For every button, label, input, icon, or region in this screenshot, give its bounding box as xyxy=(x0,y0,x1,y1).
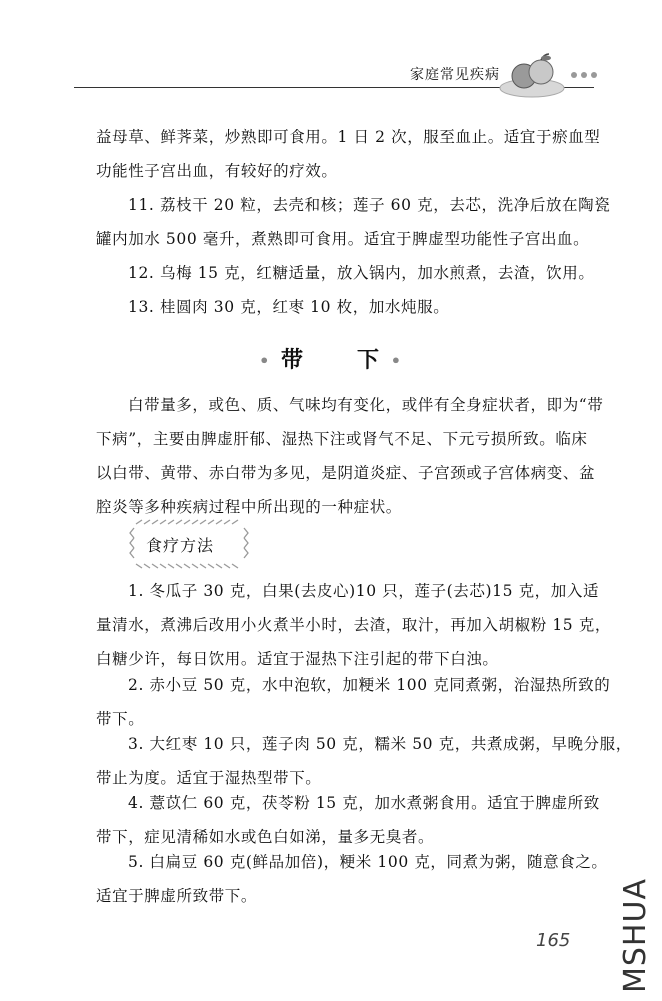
recipe-item-4 xyxy=(96,786,600,854)
text-line: 带下。 xyxy=(96,710,145,728)
text-line: 11. 荔枝干 20 粒，去壳和核；莲子 60 克，去芯，洗净后放在陶瓷 xyxy=(128,196,611,214)
text-line: 罐内加水 500 毫升，煮熟即可食用。适宜于脾虚型功能性子宫出血。 xyxy=(96,230,590,248)
text-line: 益母草、鲜荠菜，炒熟即可食用。1 日 2 次，服至血止。适宜于瘀血型 xyxy=(96,128,601,146)
title-dot-left: • xyxy=(259,351,272,371)
text-line: 13. 桂圆肉 30 克，红枣 10 枚，加水炖服。 xyxy=(128,298,450,316)
page-number: 165 xyxy=(536,930,571,951)
section-title-left: 带 xyxy=(280,348,305,373)
recipe-item-3 xyxy=(96,727,632,795)
text-line: 白糖少许，每日饮用。适宜于湿热下注引起的带下白浊。 xyxy=(96,650,499,668)
paragraph-continued xyxy=(96,120,601,188)
recipe-item-5 xyxy=(96,845,608,913)
text-line: 适宜于脾虚所致带下。 xyxy=(96,887,258,905)
watermark: MSHUA xyxy=(618,878,653,993)
recipe-badge-label: 食疗方法 xyxy=(146,536,215,555)
recipe-item-2 xyxy=(96,668,611,736)
paragraph-item-12 xyxy=(96,256,595,290)
text-line: 白带量多，或色、质、气味均有变化，或伴有全身症状者，即为“带 xyxy=(128,396,604,414)
section-intro xyxy=(96,388,604,524)
text-line: 12. 乌梅 15 克，红糖适量，放入锅内，加水煎煮，去渣，饮用。 xyxy=(128,264,595,282)
section-title xyxy=(0,343,662,374)
text-line: 1. 冬瓜子 30 克，白果(去皮心)10 只，莲子(去芯)15 克，加入适 xyxy=(128,582,600,600)
text-line: 4. 薏苡仁 60 克，茯苓粉 15 克，加水煮粥食用。适宜于脾虚所致 xyxy=(128,794,600,812)
text-line: 2. 赤小豆 50 克，水中泡软，加粳米 100 克同煮粥，治湿热所致的 xyxy=(128,676,611,694)
header-dots-icon xyxy=(570,70,598,80)
text-line: 带下，症见清稀如水或色白如涕，量多无臭者。 xyxy=(96,828,435,846)
fruit-plate-icon xyxy=(498,50,568,100)
paragraph-item-11 xyxy=(96,188,611,256)
text-line: 以白带、黄带、赤白带为多见，是阴道炎症、子宫颈或子宫体病变、盆 xyxy=(96,464,596,482)
section-title-right: 下 xyxy=(357,348,382,373)
header-title: 家庭常见疾病 xyxy=(410,67,500,83)
text-line: 功能性子宫出血，有较好的疗效。 xyxy=(96,162,338,180)
text-line: 量清水，煮沸后改用小火煮半小时，去渣，取汁，再加入胡椒粉 15 克， xyxy=(96,616,611,634)
text-line: 3. 大红枣 10 只，莲子肉 50 克，糯米 50 克，共煮成粥，早晚分服， xyxy=(128,735,632,753)
page-header xyxy=(0,0,662,110)
recipe-item-1 xyxy=(96,574,611,676)
text-line: 下病”，主要由脾虚肝郁、湿热下注或肾气不足、下元亏损所致。临床 xyxy=(96,430,588,448)
title-dot-right: • xyxy=(390,351,403,371)
text-line: 腔炎等多种疾病过程中所出现的一种症状。 xyxy=(96,498,402,516)
text-line: 5. 白扁豆 60 克(鲜品加倍)，粳米 100 克，同煮为粥，随意食之。 xyxy=(128,853,608,871)
text-line: 带止为度。适宜于湿热型带下。 xyxy=(96,769,322,787)
paragraph-item-13 xyxy=(96,290,574,324)
